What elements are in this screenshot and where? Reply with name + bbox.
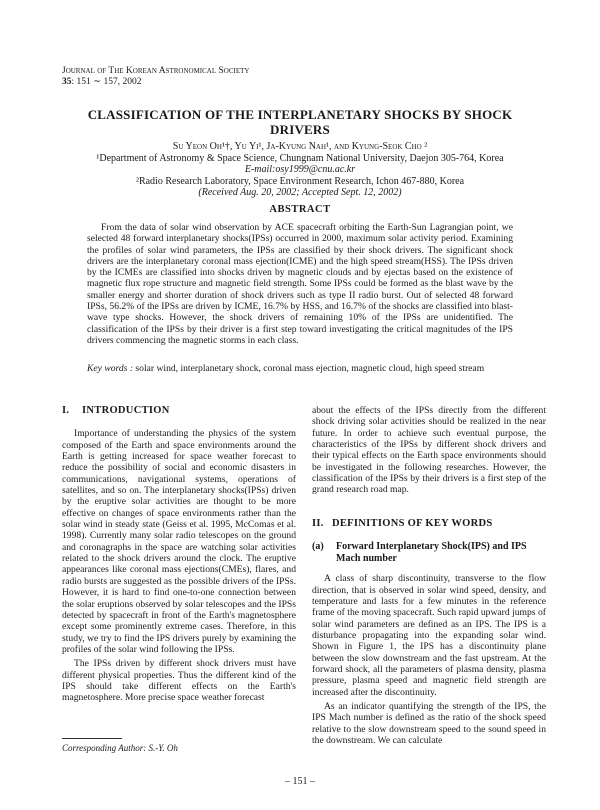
author-email: E-mail:osy1999@cnu.ac.kr (244, 164, 356, 175)
affiliation-1: ¹Department of Astronomy & Space Science, Chungnam National University, Daejon 305-764, Korea (96, 153, 504, 164)
corresponding-author: Corresponding Author: S.-Y. Oh (62, 743, 178, 753)
received-dates: (Received Aug. 20, 2002; Accepted Sept. 12, 2002) (198, 187, 402, 198)
author-list: Su Yeon Oh¹†, Yu Yi¹, Ja-Kyung Nah¹, and Kyung-Seok Cho ² (172, 141, 428, 152)
journal-name: Journal of The Korean Astronomical Society (62, 66, 250, 76)
paper-title: CLASSIFICATION OF THE INTERPLANETARY SHOCKS BY SHOCK DRIVERS (87, 107, 513, 137)
footnote-rule (62, 738, 122, 739)
intro-paragraph-2-continued: about the effects of the IPSs directly from the different shock driving solar activities should be realized in the near future. In order to achieve such eventual purpose, the characteristics of the IPSs by different shock drivers and their typical effects on the Earth space environments should be investigated in the following researches. However, the classification of the IPSs by their drivers is a first step of the grand research road map. (312, 405, 546, 496)
affiliation-2: ²Radio Research Laboratory, Space Environment Research, Ichon 467-880, Korea (135, 176, 465, 187)
section-heading-introduction: I. INTRODUCTION (62, 405, 170, 416)
intro-paragraph-1: Importance of understanding the physics of the system composed of the Earth and space environments around the Earth is getting increased for space weather forecast to reduce the possibility of social and economic disasters in communications, navigational systems, operations of satellites, and so on. The interplanetary shocks(IPSs) driven by the eruptive solar activities are thought to be more effective on changes of space environments rather than the solar wind in steady state (Geiss et al. 1995, McComas et al. 1998). Currently many solar radio telescopes on the ground and coronagraphs in the space are watching solar activities related to the shock drivers around the clock. The eruptive appearances like coronal mass ejections(CMEs), flares, and radio bursts are suggested as the possible drivers of the IPSs. However, it is hard to find one-to-one connection between the solar eruptions observed by solar telescopes and the IPSs detected by spacecraft in front of the Earth's magnetosphere except some prominently extreme cases. Therefore, in this study, we try to find the IPS drivers purely by examining the profiles of the solar wind following the IPSs. (62, 428, 296, 655)
keywords-label: Key words : (87, 363, 134, 374)
journal-header (62, 66, 249, 88)
keywords (87, 363, 513, 374)
section-heading-key-words: II. DEFINITIONS OF KEY WORDS (312, 518, 493, 529)
definitions-paragraph-1: A class of sharp discontinuity, transverse to the flow direction, that is observed in solar wind speed, density, and temperature and lasts for a few minutes in the reference frame of the moving spacecraft. Such rapid upward jumps of solar wind parameters are defined as an IPS. The IPS is a disturbance propagating into the expanding solar wind. Shown in Figure 1, the IPS has a discontinuity plane between the slow downstream and the fast upstream. At the forward shock, all the parameters of plasma density, plasma pressure, plasma speed and magnetic field strength are increased after the discontinuity. (312, 573, 546, 698)
right-column-section-2 (312, 518, 546, 747)
journal-volume: 35: 151 ∼ 157, 2002 (62, 77, 142, 87)
abstract-heading: ABSTRACT (269, 204, 331, 215)
keywords-text: solar wind, interplanetary shock, coronal mass ejection, magnetic cloud, high speed stream (135, 363, 485, 374)
abstract-text: From the data of solar wind observation by ACE spacecraft orbiting the Earth-Sun Lagrangian point, we selected 48 forward interplanetary shocks(IPSs) occurred in 2000, maximum solar activity period. Examining the profiles of solar wind parameters, the IPSs are classified by their shock drivers. The significant shock drivers are the interplanetary coronal mass ejection(ICME) and the high speed stream(HSS). The IPSs driven by the ICMEs are classified into shocks driven by magnetic clouds and by ejectas based on the existence of magnetic flux rope structure and magnetic field strength. Some IPSs could be formed as the blast wave by the smaller energy and shorter duration of shock drivers such as type II radio burst. Out of selected 48 forward IPSs, 56.2% of the IPSs are driven by ICME, 16.7% by HSS, and 16.7% of the shocks are classified into blast-wave type shocks. However, the shock drivers of remaining 10% of the IPSs are unidentified. The classification of the IPSs by their driver is a first step toward investigating the critical magnitudes of the IPS drivers commencing the magnetic storms in each class. (87, 222, 513, 346)
page-number: – 151 – (285, 776, 315, 787)
definitions-paragraph-2: As an indicator quantifying the strength of the IPS, the IPS Mach number is defined as the ratio of the shock speed relative to the slow downstream speed to the sound speed in the downstream. We can calculate (312, 701, 546, 747)
subsection-heading-ips: (a) Forward Interplanetary Shock(IPS) and IPS Mach number (312, 541, 527, 565)
intro-paragraph-2: The IPSs driven by different shock drivers must have different physical properties. Thus the different kind of the IPS should take different effects on the Earth's magnetosphere. More precise space weather forecast (62, 658, 296, 704)
right-column (312, 405, 546, 496)
left-column (62, 405, 296, 704)
